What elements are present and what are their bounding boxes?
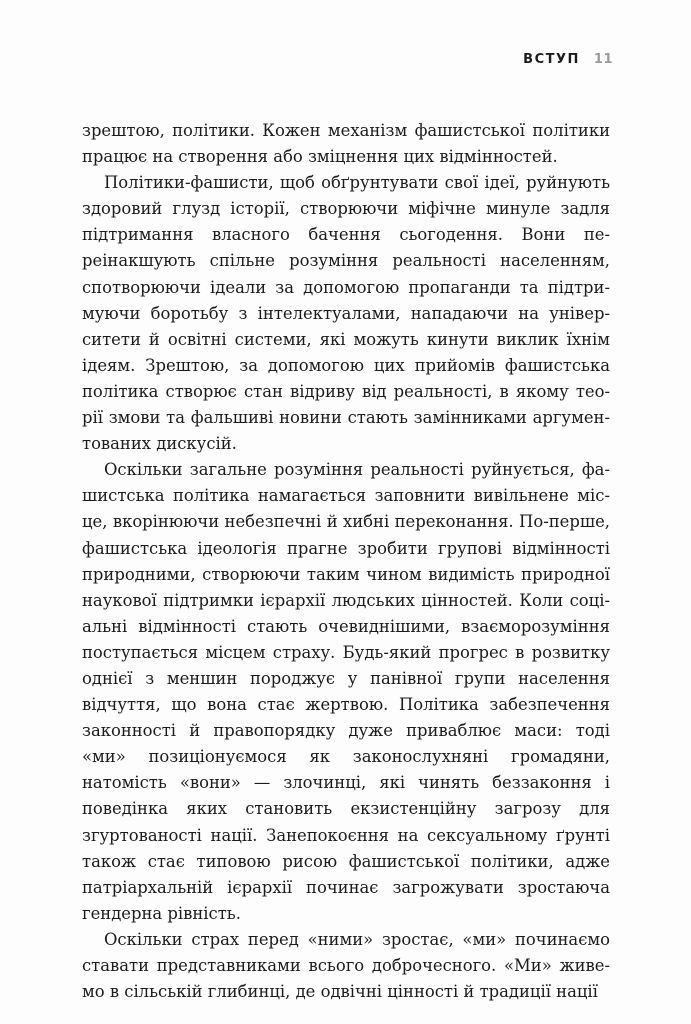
paragraph-1: зрештою, політики. Кожен механізм фашистської політики працює на створення або зміцнення цих відмінностей. bbox=[82, 121, 610, 167]
paragraph-3: Оскільки загальне розуміння реальності руйнується, фашистська політика намагається заповнити вивільнене місце, вкорінюючи небезпечні й хибні переконання. По-перше, фашистська ідеологія прагне зробити групові відмінності природними, створюючи таким чином видимість природної наукової підтримки ієрархії людських цінностей. Коли соціальні відмінності стають очевиднішими, взаєморозуміння поступається місцем страху. Будь-який прогрес в розвитку однієї з меншин породжує у панівної групи населення відчуття, що вона стає жертвою. Політика забезпечення законності й правопорядку дуже приваблює маси: тоді «ми» позиціонуємося як законослухняні громадяни, натомість «вони» — злочинці, які чинять беззаконня і поведінка яких становить екзистенційну загрозу для згуртованості нації. Занепокоєння на сексуальному ґрунті також стає типовою рисою фашистської політики, адже патріархальній ієрархії починає загрожувати зростаюча гендерна рівність. bbox=[82, 460, 610, 923]
paragraph-2: Політики-фашисти, щоб обґрунтувати свої ідеї, руйнують здоровий глузд історії, створюючи міфічне минуле задля підтримання власного бачення сьогодення. Вони переінакшують спільне розуміння реальності населенням, спотворюючи ідеали за допомогою пропаганди та підтримуючи боротьбу з інтелектуалами, нападаючи на університети й освітні системи, які можуть кинути виклик їхнім ідеям. Зрештою, за допомогою цих прийомів фашистська політика створює стан відриву від реальності, в якому теорії змови та фальшиві новини стають замінниками аргументованих дискусій. bbox=[82, 173, 610, 454]
running-head bbox=[523, 52, 613, 67]
section-title: ВСТУП bbox=[523, 52, 580, 67]
body-text bbox=[82, 118, 610, 1005]
page-number: 11 bbox=[593, 52, 613, 67]
paragraph-4: Оскільки страх перед «ними» зростає, «ми» починаємо ставати представниками всього доброчесного. «Ми» живемо в сільській глибинці, де одвічні цінності й традиції нації bbox=[82, 929, 610, 1002]
